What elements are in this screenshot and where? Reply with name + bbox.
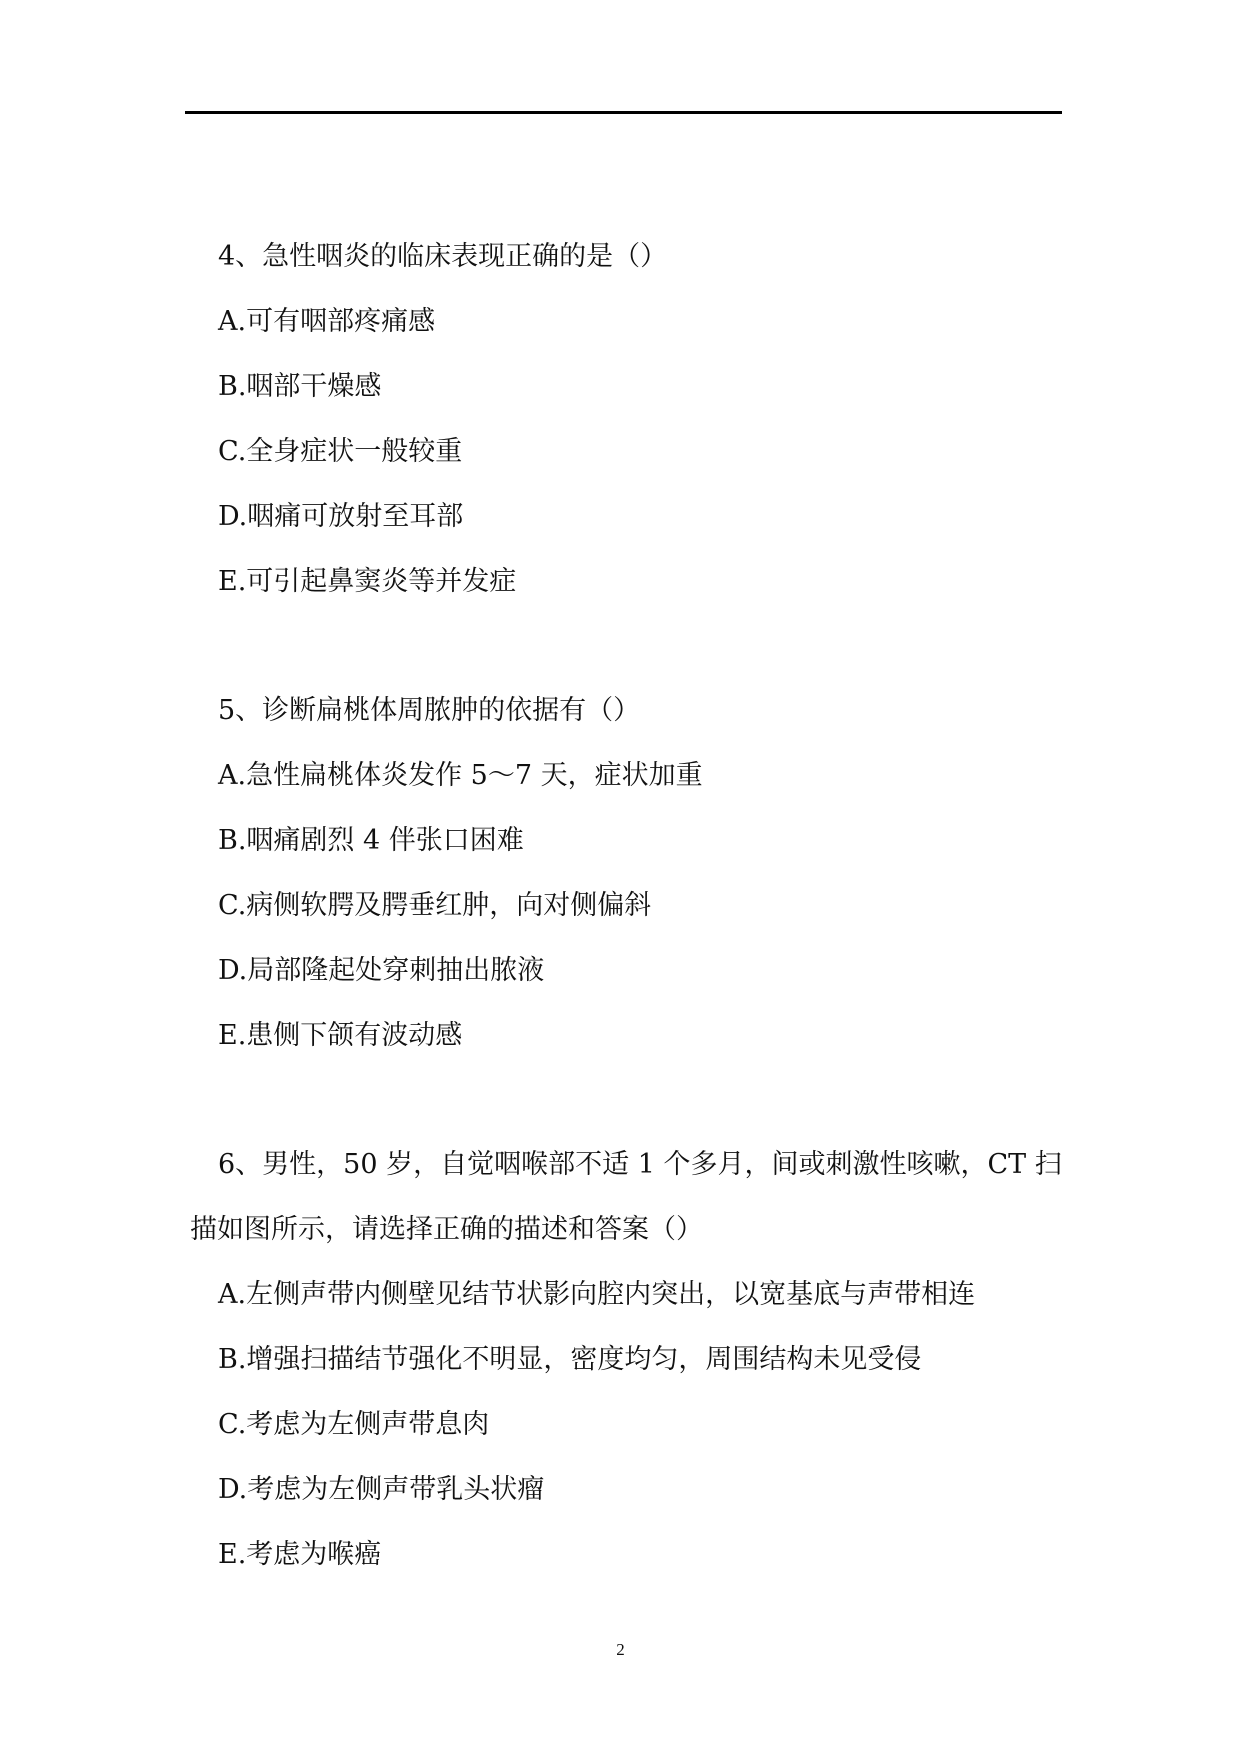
option-d: D.咽痛可放射至耳部 [218, 501, 464, 532]
option-a: A.左侧声带内侧壁见结节状影向腔内突出，以宽基底与声带相连 [218, 1279, 976, 1310]
question-stem: 5、诊断扁桃体周脓肿的依据有（） [218, 695, 641, 726]
question-stem: 6、男性，50 岁，自觉咽喉部不适 1 个多月，间或刺激性咳嗽，CT 扫描如图所示，请选择正确的描述和答案（） [190, 1149, 1062, 1245]
document-body [190, 224, 1070, 1651]
option-b: B.咽部干燥感 [218, 371, 382, 402]
question-6 [190, 1132, 1070, 1587]
option-b: B.增强扫描结节强化不明显，密度均匀，周围结构未见受侵 [218, 1344, 922, 1375]
option-a: A.急性扁桃体炎发作 5～7 天，症状加重 [218, 760, 703, 791]
option-c: C.病侧软腭及腭垂红肿，向对侧偏斜 [218, 890, 652, 921]
option-d: D.局部隆起处穿刺抽出脓液 [218, 955, 545, 986]
question-stem: 4、急性咽炎的临床表现正确的是（） [218, 241, 668, 272]
option-e: E.考虑为喉癌 [218, 1539, 382, 1570]
option-c: C.全身症状一般较重 [218, 436, 463, 467]
option-b: B.咽痛剧烈 4 伴张口困难 [218, 825, 524, 856]
option-c: C.考虑为左侧声带息肉 [218, 1409, 490, 1440]
question-4 [190, 224, 1070, 614]
option-e: E.患侧下颌有波动感 [218, 1020, 463, 1051]
option-e: E.可引起鼻窦炎等并发症 [218, 566, 517, 597]
header-rule [185, 111, 1062, 114]
option-a: A.可有咽部疼痛感 [218, 306, 436, 337]
option-d: D.考虑为左侧声带乳头状瘤 [218, 1474, 545, 1505]
question-5 [190, 678, 1070, 1068]
page-number: 2 [616, 1640, 625, 1659]
